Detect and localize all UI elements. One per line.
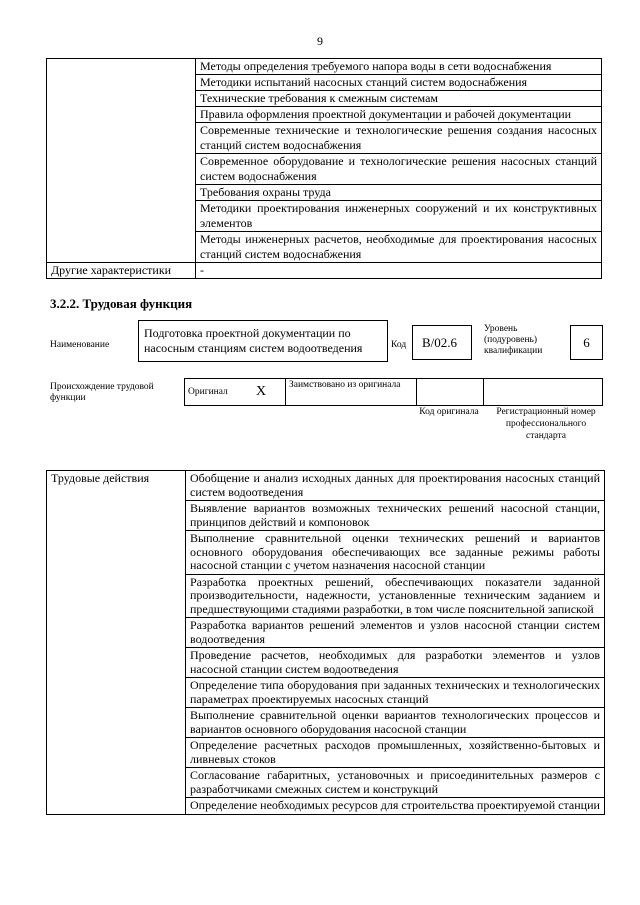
action-item: Выполнение сравнительной оценки вариантов технологических процессов и вариантов основного оборудования насосной станции [186, 708, 605, 738]
reg-caption: Регистрационный номер профессионального стандарта [496, 407, 596, 441]
code-caption: Код оригинала [419, 407, 479, 417]
table-row [185, 379, 603, 406]
knowledge-item: Методы инженерных расчетов, необходимые для проектирования насосных станций систем водоснабжения [196, 232, 602, 263]
action-item: Выполнение сравнительной оценки технических решений и вариантов основного оборудования обеспечивающих все заданные режимы работы насосной станции с учетом назначения насосной станции [186, 531, 605, 575]
name-box [138, 320, 388, 362]
action-item: Разработка вариантов решений элементов и узлов насосной станции систем водоотведения [186, 618, 605, 648]
code-value: В/02.6 [422, 335, 458, 350]
original-code-cell [417, 379, 484, 406]
page-number: 9 [317, 34, 323, 48]
level-label: Уровень (подуровень) квалификации [484, 324, 543, 356]
code-box [412, 325, 472, 360]
action-item: Обобщение и анализ исходных данных для проектирования насосных станций систем водоотведения [186, 471, 605, 501]
action-item: Согласование габаритных, установочных и присоединительных размеров с разработчиками смежных систем и конструкций [186, 768, 605, 798]
knowledge-item: Методики испытаний насосных станций систем водоснабжения [196, 75, 602, 91]
original-mark: X [253, 379, 286, 406]
origin-table [184, 378, 603, 406]
action-item: Определение типа оборудования при заданных технических и технологических параметрах проектируемых насосных станций [186, 678, 605, 708]
name-label: Наименование [50, 340, 110, 350]
table-row [47, 471, 605, 501]
action-item: Выявление вариантов возможных технических решений насосной станции, принципов действий и компоновок [186, 501, 605, 531]
function-name: Подготовка проектной документации по насосным станциям систем водоотведения [144, 326, 363, 355]
level-box [570, 325, 603, 360]
original-label: Оригинал [185, 379, 254, 406]
action-item: Определение расчетных расходов промышленных, хозяйственно-бытовых и ливневых стоков [186, 738, 605, 768]
other-characteristics-label: Другие характеристики [47, 263, 196, 279]
actions-label: Трудовые действия [47, 471, 186, 815]
action-item: Разработка проектных решений, обеспечивающих показатели заданной производительности, надежности, установленные техническим заданием и предшествующими стадиями разработки, в том числе пояснительной запиской [186, 574, 605, 618]
knowledge-item: Методы определения требуемого напора воды в сети водоснабжения [196, 59, 602, 75]
action-item: Проведение расчетов, необходимых для разработки элементов и узлов насосной станции систем водоотведения [186, 648, 605, 678]
action-item: Определение необходимых ресурсов для строительства проектируемой станции [186, 798, 605, 815]
knowledge-item: Требования охраны труда [196, 185, 602, 201]
borrowed-label: Заимствовано из оригинала [286, 379, 417, 406]
knowledge-item: Современные технические и технологические решения создания насосных станций систем водоснабжения [196, 123, 602, 154]
level-value: 6 [583, 335, 590, 350]
table-row [47, 59, 602, 75]
code-label: Код [391, 340, 407, 350]
knowledge-item: Методики проектирования инженерных сооружений и их конструктивных элементов [196, 201, 602, 232]
knowledge-item: Технические требования к смежным системам [196, 91, 602, 107]
reg-number-cell [484, 379, 603, 406]
origin-label: Происхождение трудовой функции [50, 382, 154, 403]
knowledge-label-cell [47, 59, 196, 263]
table-row [47, 263, 602, 279]
section-title: 3.2.2. Трудовая функция [50, 296, 193, 311]
knowledge-item: Правила оформления проектной документации и рабочей документации [196, 107, 602, 123]
other-characteristics-value: - [196, 263, 602, 279]
actions-table [46, 470, 605, 815]
knowledge-item: Современное оборудование и технологические решения насосных станций систем водоснабжения [196, 154, 602, 185]
knowledge-table [46, 58, 602, 279]
